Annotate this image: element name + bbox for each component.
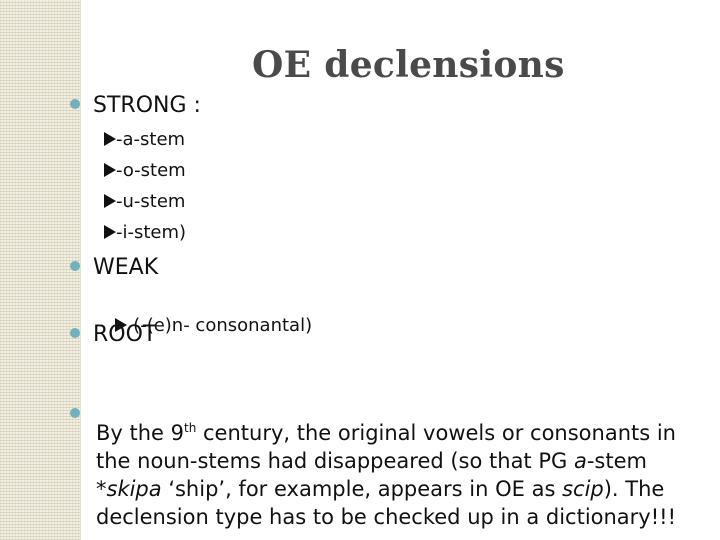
bullet-dot-icon: [70, 408, 80, 418]
slide-title: OE declensions: [252, 44, 565, 86]
sub-item-i-stem: [104, 221, 186, 245]
ordinal-superscript: th: [184, 421, 197, 435]
sub-item-a-stem: [104, 128, 185, 152]
sub-item-label: -u-stem: [116, 191, 186, 212]
sub-item-label: -a-stem: [116, 129, 186, 150]
weak-label: WEAK: [93, 255, 159, 280]
arrow-bullet-icon: [104, 194, 116, 208]
para-italic: a: [573, 449, 587, 473]
para-text: century, the original vowels or consonants in the noun-stems had disappeared (so that PG: [96, 421, 676, 473]
arrow-bullet-icon: [104, 225, 116, 239]
para-italic: skipa: [106, 477, 162, 501]
para-italic: scip: [562, 477, 604, 501]
sub-item-u-stem: [104, 190, 185, 214]
arrow-bullet-icon: [104, 163, 116, 177]
sub-item-label: (-(e)n- consonantal): [127, 315, 313, 336]
sub-item-label: -o-stem: [116, 160, 186, 181]
para-text: -stem *: [96, 449, 647, 501]
sub-item-label: -i-stem): [116, 222, 187, 243]
root-label: ROOT: [93, 322, 157, 347]
bullet-dot-icon: [70, 99, 80, 109]
bullet-root: [70, 321, 156, 349]
strong-label: STRONG :: [93, 93, 201, 118]
bullet-weak: [70, 254, 158, 282]
arrow-bullet-icon: [104, 132, 116, 146]
sub-item-o-stem: [104, 159, 186, 183]
para-text: By the 9: [96, 421, 185, 445]
bullet-dot-icon: [70, 261, 80, 271]
explanatory-paragraph: [96, 419, 706, 531]
para-text: ). The declension type has to be checked up in a dictionary!!!: [96, 477, 676, 529]
para-text: ‘ship’, for example, appears in OE as: [161, 477, 563, 501]
decorative-side-strip: [0, 0, 80, 540]
bullet-strong: [70, 92, 201, 120]
bullet-dot-icon: [70, 328, 80, 338]
